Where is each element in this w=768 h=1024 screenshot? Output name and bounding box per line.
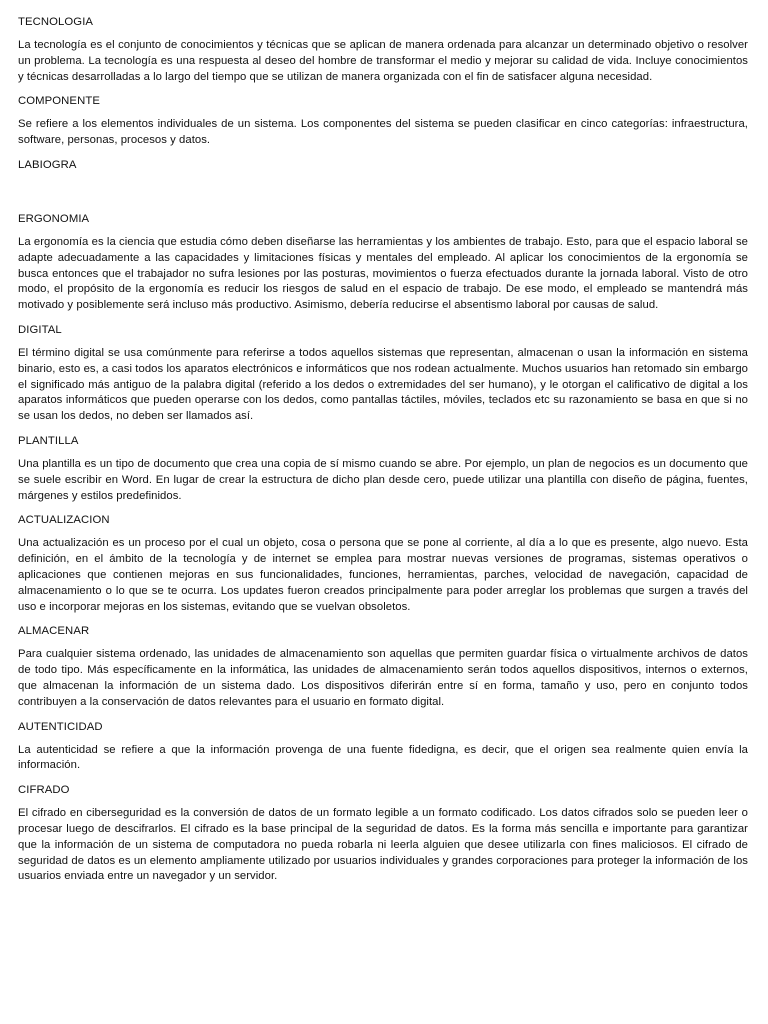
section-body: El cifrado en ciberseguridad es la conversión de datos de un formato legible a un formato codificado. Los datos cifrados solo se pueden leer o procesar luego de descifrarlos. El cifrado es la base principal de la seguridad de datos. Es la forma más sencilla e importante para garantizar que la información de un sistema de computadora no pueda robarla ni leerla alguien que desee utilizarla con fines maliciosos. El cifrado de seguridad de datos es un elemento ampliamente utilizado por usuarios individuales y grandes corporaciones para proteger la información de los usuarios enviada entre un navegador y un servidor. xyxy=(18,807,748,883)
section-body: Para cualquier sistema ordenado, las unidades de almacenamiento son aquellas que permiten guardar física o virtualmente archivos de datos de todo tipo. Más específicamente en la informática, las unidades de almacenamiento serán todos aquellos dispositivos, internos o externos, que almacenan la información de un sistema dado. Los dispositivos diferirán entre sí en forma, tamaño y uso, pero en conjunto todos contribuyen a la conservación de datos relevantes para el usuario en formato digital. xyxy=(18,648,748,708)
section-body: Una plantilla es un tipo de documento que crea una copia de sí mismo cuando se abre. Por ejemplo, un plan de negocios es un documento que se suele escribir en Word. En lugar de crear la estructura de dicho plan desde cero, puede utilizar una plantilla con diseño de página, fuentes, márgenes y estilos predefinidos. xyxy=(18,457,748,502)
section-body: Se refiere a los elementos individuales de un sistema. Los componentes del sistema se pueden clasificar en cinco categorías: infraestructura, software, personas, procesos y datos. xyxy=(18,118,748,147)
empty-section-space xyxy=(18,181,748,211)
section-heading: DIGITAL xyxy=(18,323,62,336)
section-body: Una actualización es un proceso por el cual un objeto, cosa o persona que se pone al corriente, al día a lo que es presente, algo nuevo. Esta definición, en el ámbito de la tecnología y de internet se emplea para mostrar nuevas versiones de programas, sistemas operativos o aplicaciones que contienen mejoras en sus funcionalidades, funciones, herramientas, parches, velocidad de navegación, capacidad de almacenamiento o lo que se te ocurra. Los updates fueron creados principalmente para poder arreglar los problemas que surgen a través del uso e incorporar mejoras en los sistemas, evitando que se vuelvan obsoletos. xyxy=(18,537,748,613)
section-body: El término digital se usa comúnmente para referirse a todos aquellos sistemas que representan, almacenan o usan la información en sistema binario, esto es, a casi todos los aparatos electrónicos e informáticos que nos rodean actualmente. Muchos usuarios han retomado sin embargo el significado más antiguo de la palabra digital (referido a los dedos o extremidades del ser humano), y le otorgan el calificativo de digital a los aparatos informáticos que pueden operarse con los dedos, como pantallas táctiles, móviles, teclados etc su razonamiento se basa en que si no se usan los dedos, no deben ser llamados así. xyxy=(18,346,748,423)
section-body: La tecnología es el conjunto de conocimientos y técnicas que se aplican de manera ordenada para alcanzar un determinado objetivo o resolver un problema. La tecnología es una respuesta al deseo del hombre de transformar el medio y mejorar su calidad de vida. Incluye conocimientos y técnicas desarrolladas a lo largo del tiempo que se utilizan de manera organizada con el fin de satisfacer alguna necesidad. xyxy=(18,39,748,83)
section-heading: ERGONOMIA xyxy=(18,212,90,225)
section-heading: TECNOLOGIA xyxy=(18,16,94,28)
section-heading: PLANTILLA xyxy=(18,434,79,447)
section-digital xyxy=(18,322,748,425)
section-almacenar xyxy=(18,623,748,710)
section-heading: LABIOGRA xyxy=(18,158,77,171)
section-autenticidad xyxy=(18,719,748,775)
section-cifrado xyxy=(18,782,748,885)
section-tecnologia xyxy=(18,14,748,85)
section-body: La ergonomía es la ciencia que estudia cómo deben diseñarse las herramientas y los ambientes de trabajo. Esto, para que el espacio laboral se adapte adecuadamente a las capacidades y limitaciones físicas y mentales del empleado. Al aplicar los conocimientos de la ergonomía se busca entonces que el trabajador no sufra lesiones por las posturas, movimientos o fuerza efectuados durante la jornada laboral. Visto de otro modo, el propósito de la ergonomía es reducir los riesgos de salud en el espacio de trabajo. De ese modo, el empleado se mantendrá más motivado y posiblemente será incluso más productivo. Asimismo, debería reducirse el absentismo laboral por causas de salud. xyxy=(18,235,748,312)
section-actualizacion xyxy=(18,512,748,615)
section-ergonomia xyxy=(18,211,748,314)
section-heading: CIFRADO xyxy=(18,784,70,797)
section-body: La autenticidad se refiere a que la información provenga de una fuente fidedigna, es decir, que el origen sea realmente quien envía la información. xyxy=(18,743,748,772)
section-heading: COMPONENTE xyxy=(18,95,100,108)
section-componente xyxy=(18,93,748,149)
section-plantilla xyxy=(18,433,748,504)
section-heading: AUTENTICIDAD xyxy=(18,720,103,733)
section-heading: ACTUALIZACION xyxy=(18,514,110,527)
section-labiogra xyxy=(18,157,748,211)
section-heading: ALMACENAR xyxy=(18,625,90,638)
